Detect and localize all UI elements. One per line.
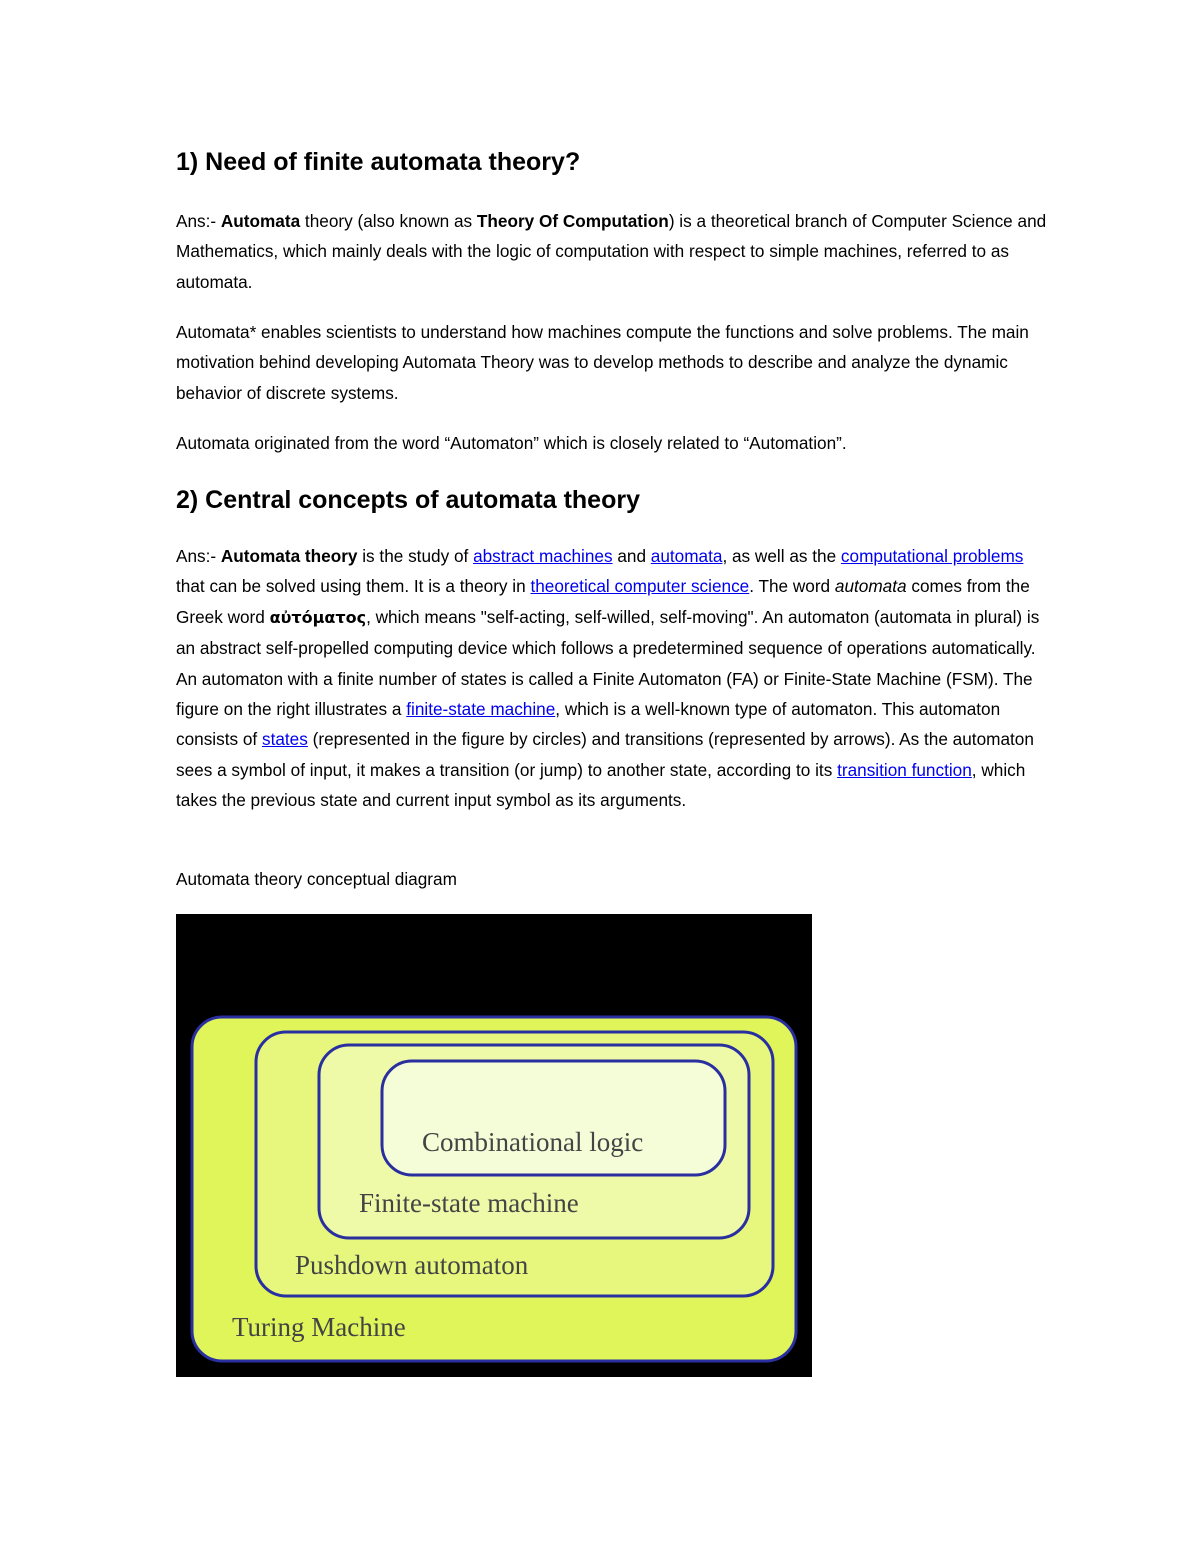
diagram-caption: Automata theory conceptual diagram	[176, 869, 457, 889]
text-run: comes from the Greek word	[176, 576, 1030, 627]
text-run: . The word	[749, 576, 835, 597]
link-computational-problems[interactable]: computational problems	[840, 546, 1024, 566]
section-1-heading: 1) Need of finite automata theory?	[176, 148, 581, 176]
text-run: theory (also known as	[300, 211, 477, 231]
section-1-paragraph-1	[176, 206, 1056, 297]
bold-term: Theory Of Computation	[476, 211, 669, 231]
section-1-paragraph-2: Automata* enables scientists to understand how machines compute the functions and solve problems. The main motivation behind developing Automata Theory was to develop methods to describe and analyze the dynamic behavior of discrete systems.	[176, 322, 1029, 403]
greek-word: αὐτόματος	[269, 607, 367, 627]
text-run: that can be solved using them. It is a theory in	[176, 576, 531, 597]
link-states[interactable]: states	[261, 729, 308, 750]
link-transition-function[interactable]: transition function	[837, 759, 972, 780]
text-run: and	[612, 546, 651, 566]
text-run: , as well as the	[722, 546, 841, 566]
text-run: , which is a well-known type of automaton. This automaton consists of	[176, 699, 1001, 750]
bold-term: Automata	[220, 211, 301, 231]
text-run: ) is a theoretical branch of Computer Science and Mathematics, which mainly deals with the logic of computation with respect to simple machines, referred to as automata.	[176, 211, 1047, 292]
turing-machine-label: Turing Machine	[232, 1312, 406, 1342]
pushdown-automaton-label: Pushdown automaton	[295, 1250, 529, 1280]
section-2-paragraph-1	[176, 541, 1056, 816]
section-1-paragraph-3: Automata originated from the word “Automaton” which is closely related to “Automation”.	[176, 433, 847, 453]
finite-state-machine-label: Finite-state machine	[359, 1188, 579, 1218]
bold-term: Automata theory	[220, 546, 358, 566]
automata-hierarchy-diagram	[176, 914, 812, 1377]
diagram-svg	[176, 914, 812, 1377]
text-run: , which means "self-acting, self-willed, self-moving". An automaton (automata in plural) is an abstract self-propelled computing device which follows a predetermined sequence of operations automatically. An automaton with a finite number of states is called a Finite Automaton (FA) or Finite-State Machine (FSM). The figure on the right illustrates a	[176, 606, 1040, 720]
link-abstract-machines[interactable]: abstract machines	[473, 546, 613, 566]
ans-prefix: Ans:-	[176, 211, 221, 231]
italic-term: automata	[834, 576, 907, 597]
ans-prefix: Ans:-	[176, 546, 221, 566]
combinational-logic-region	[382, 1061, 725, 1175]
link-theoretical-computer-science[interactable]: theoretical computer science	[530, 576, 750, 597]
section-2-heading: 2) Central concepts of automata theory	[176, 486, 640, 514]
combinational-logic-label: Combinational logic	[422, 1127, 644, 1157]
link-automata[interactable]: automata	[650, 546, 723, 566]
text-run: , which takes the previous state and current input symbol as its arguments.	[176, 759, 1026, 811]
link-finite-state-machine[interactable]: finite-state machine	[406, 699, 556, 720]
text-run: is the study of	[357, 546, 474, 566]
text-run: (represented in the figure by circles) and transitions (represented by arrows). As the automaton sees a symbol of input, it makes a transition (or jump) to another state, according to its	[176, 729, 1034, 780]
